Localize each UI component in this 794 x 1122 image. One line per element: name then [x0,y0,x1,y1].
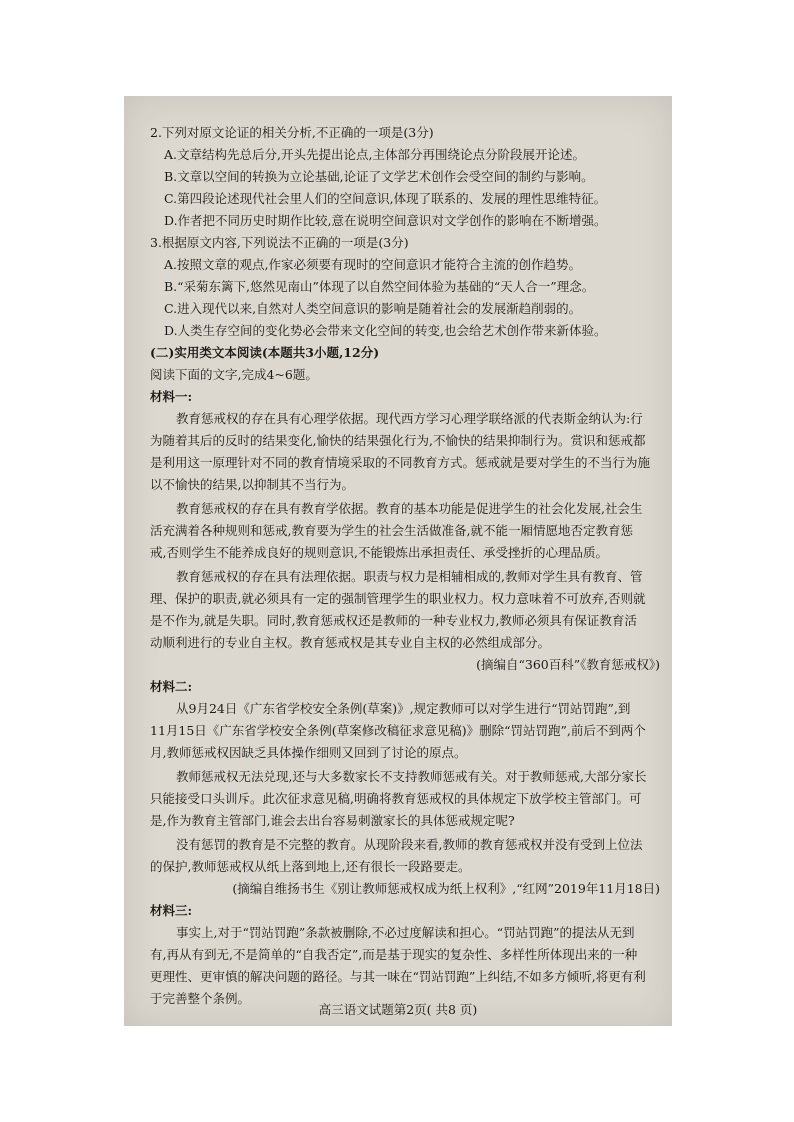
material-1-source: (摘编自“360百科”《教育惩戒权》) [476,657,660,672]
material-1-p2-line: 戒,否则学生不能养成良好的规则意识,不能锻炼出承担责任、承受挫折的心理品质。 [150,545,608,560]
material-3-label: 材料三: [150,903,193,918]
material-1-p3-line: 是不作为,就是失职。同时,教育惩戒权还是教师的一种专业权力,教师必须具有保证教育活 [150,613,637,628]
material-1-label: 材料一: [150,389,193,404]
material-1-p2-line: 活充满着各种规则和惩戒,教育要为学生的社会生活做准备,就不能一厢情愿地否定教育惩 [150,523,633,538]
question-2-option-a: A.文章结构先总后分,开头先提出论点,主体部分再围绕论点分阶段展开论述。 [164,147,585,162]
material-3-p1-line: 事实上,对于“罚站罚跑”条款被删除,不必过度解读和担心。“罚站罚跑”的提法从无到 [176,925,635,940]
material-3-p1-line: 更理性、更审慎的解决问题的路径。与其一味在“罚站罚跑”上纠结,不如多方倾听,将更有利 [150,969,646,984]
question-2-stem: 2.下列对原文论证的相关分析,不正确的一项是(3分) [150,125,434,140]
material-2-p3-line: 没有惩罚的教育是不完整的教育。从现阶段来看,教师的教育惩戒权并没有受到上位法 [176,837,643,852]
question-3-option-c: C.进入现代以来,自然对人类空间意识的影响是随着社会的发展渐趋削弱的。 [164,301,582,316]
material-2-p3-line: 的保护,教师惩戒权从纸上落到地上,还有很长一段路要走。 [150,859,471,874]
material-2-p2-line: 是,作为教育主管部门,谁会去出台容易刺激家长的具体惩戒规定呢? [150,813,515,828]
question-3-stem: 3.根据原文内容,下列说法不正确的一项是(3分) [150,235,409,250]
question-2-option-c: C.第四段论述现代社会里人们的空间意识,体现了联系的、发展的理性思维特征。 [164,191,607,206]
material-1-p3-line: 动顺利进行的专业自主权。教育惩戒权是其专业自主权的必然组成部分。 [150,635,551,650]
material-3-p1-line: 于完善整个条例。 [150,991,251,1006]
question-2-option-b: B.文章以空间的转换为立论基础,论证了文学艺术创作会受空间的制约与影响。 [164,169,594,184]
question-3-option-a: A.按照文章的观点,作家必须要有现时的空间意识才能符合主流的创作趋势。 [164,257,581,272]
question-3-option-b: B.“采菊东篱下,悠然见南山”体现了以自然空间体验为基础的“天人合一”理念。 [164,279,595,294]
question-3-option-d: D.人类生存空间的变化势必会带来文化空间的转变,也会给艺术创作带来新体验。 [164,323,607,338]
material-1-p1-line: 为随着其后的反时的结果变化,愉快的结果强化行为,不愉快的结果抑制行为。赏识和惩戒都 [150,433,646,448]
material-2-p1-line: 月,教师惩戒权因缺乏具体操作细则又回到了讨论的原点。 [150,745,467,760]
material-1-p1-line: 教育惩戒权的存在具有心理学依据。现代西方学习心理学联络派的代表斯金纳认为:行 [176,411,643,426]
material-1-p1-line: 是利用这一原理针对不同的教育情境采取的不同教育方式。惩戒就是要对学生的不当行为施 [150,455,651,470]
material-1-p3-line: 理、保护的职责,就必须具有一定的强制管理学生的职业权力。权力意味着不可放弃,否则就 [150,591,646,606]
material-2-p1-line: 11月15日《广东省学校安全条例(草案修改稿征求意见稿)》删除“罚站罚跑”,前后不到两个 [150,723,646,738]
material-2-p1-line: 从9月24日《广东省学校安全条例(草案)》,规定教师可以对学生进行“罚站罚跑”,到 [176,701,631,716]
material-2-p2-line: 只能接受口头训斥。此次征求意见稿,明确将教育惩戒权的具体规定下放学校主管部门。可 [150,791,642,806]
material-1-p3-line: 教育惩戒权的存在具有法理依据。职责与权力是相辅相成的,教师对学生具有教育、管 [176,569,643,584]
material-1-p1-line: 以不愉快的结果,以抑制其不当行为。 [150,477,354,492]
material-1-p2-line: 教育惩戒权的存在具有教育学依据。教育的基本功能是促进学生的社会化发展,社会生 [176,501,643,516]
question-2-option-d: D.作者把不同历史时期作比较,意在说明空间意识对文学创作的影响在不断增强。 [164,213,607,228]
exam-page [124,96,672,1026]
section-heading: (二)实用类文本阅读(本题共3小题,12分) [150,345,380,360]
material-2-p2-line: 教师惩戒权无法兑现,还与大多数家长不支持教师惩戒有关。对于教师惩戒,大部分家长 [176,769,647,784]
material-2-source: (摘编自维扬书生《别让教师惩戒权成为纸上权利》,“红网”2019年11月18日) [232,881,660,896]
page-content [150,122,660,1010]
material-2-label: 材料二: [150,679,193,694]
section-instruction: 阅读下面的文字,完成4~6题。 [150,367,318,382]
material-3-p1-line: 有,再从有到无,不是简单的“自我否定”,而是基于现实的复杂性、多样性所体现出来的一种 [150,947,638,962]
page-footer: 高三语文试题第2页( 共8 页) [318,1002,478,1017]
